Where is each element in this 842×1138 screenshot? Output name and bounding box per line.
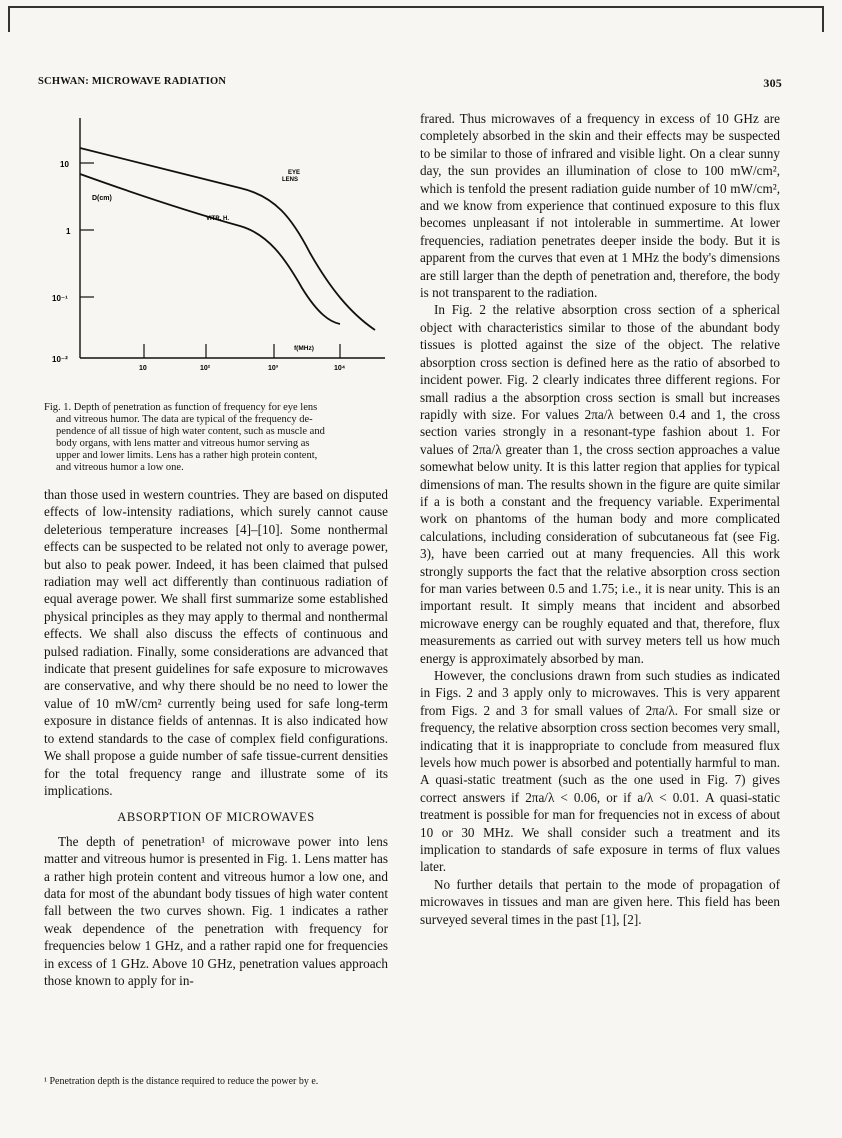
x-tick-label: 10⁴ xyxy=(334,365,346,372)
running-head: SCHWAN: MICROWAVE RADIATION xyxy=(38,76,227,87)
running-header xyxy=(38,76,782,94)
y-tick-label: 10⁻² xyxy=(52,355,68,364)
vitreous-humor-label: VITR. H. xyxy=(206,216,230,222)
y-tick-label: 10⁻¹ xyxy=(52,294,68,303)
caption-line: Fig. 1. Depth of penetration as function of frequency for eye lens xyxy=(44,402,318,413)
caption-line: pendence of all tissue of high water content, such as muscle and xyxy=(56,426,325,437)
body-paragraph: frared. Thus microwaves of a frequency in excess of 10 GHz are completely absorbed in the skin and their effects may be suspected to be similar to those of infrared and visible light. On a clear sunny day, the sun provides an illumination of close to 100 mW/cm², which is tenfold the present radiation guide number of 10 mW/cm², and we know from experience that continued exposure to this flux becomes unpleasant if not intolerable in summertime. At lower frequencies, radiation penetrates deeper inside the body. But it is apparent from the curves that even at 1 MHz the body's dimensions are still larger than the depth of penetration and, therefore, the body is not transparent to the radiation. xyxy=(420,111,780,301)
page-top-border xyxy=(8,6,824,32)
caption-line: body organs, with lens matter and vitreous humor serving as xyxy=(56,438,310,449)
caption-line: and vitreous humor. The data are typical of the frequency de- xyxy=(56,414,313,425)
footnote: ¹ Penetration depth is the distance required to reduce the power by e. xyxy=(44,1076,319,1087)
body-paragraph: No further details that pertain to the mode of propagation of microwaves in tissues and man are given here. This field has been surveyed several times in the past [1], [2]. xyxy=(420,876,780,927)
x-tick-label: 10³ xyxy=(268,365,279,372)
figure-1 xyxy=(40,108,392,376)
caption-line: upper and lower limits. Lens has a rather high protein content, xyxy=(56,450,318,461)
left-column xyxy=(44,486,388,989)
x-axis-label: f(MHz) xyxy=(294,345,314,352)
eye-lens-curve xyxy=(80,148,375,330)
y-tick-label: 1 xyxy=(66,227,71,236)
body-paragraph: than those used in western countries. They are based on disputed effects of low-intensity radiations, which surely cannot cause deleterious temperature increases [4]–[10]. Some nonthermal effects can be suspected to be related not only to average power, but also to peak power. Indeed, it has been claimed that pulsed radiation may well act differently than continuous radiation of equal average power. We shall first summarize some established physical principles as they may apply to thermal and nonthermal effects. We shall also discuss the effects of continuous and pulsed radiation. Finally, some considerations are advanced that indicate that present guidelines for safe exposure to microwaves are conservative, and why there should be no need to lower the value of 10 mW/cm² currently being used for safe long-term exposure in distance fields of antennas. It is also indicated how to extend standards to the case of complex field configurations. We shall propose a guide number of safe tissue-current densities for the total frequency range and illustrate some of its implications. xyxy=(44,487,388,798)
y-axis-label: D(cm) xyxy=(92,195,112,202)
y-tick-label: 10 xyxy=(60,160,69,169)
body-paragraph: In Fig. 2 the relative absorption cross section of a spherical object with characteristics similar to those of the abundant body tissues is plotted against the size of the object. The relative absorption cross section is defined here as the ratio of absorbed to incident power. Fig. 2 clearly indicates three different regions. For small radius a the absorption cross section is small but increases rapidly with size. For values 2πa/λ between 0.4 and 1, the cross section varies strongly in a resonant-type fashion about 1. For values of 2πa/λ greater than 1, the cross section approaches a value somewhat below unity. It is this latter region that applies for typical dimensions of man. The results shown in the figure are quite similar if a is both a constant and the frequency variable. Experimental work on phantoms of the human body and more complicated calculations, including consideration of subcutaneous fat (see Fig. 3), have been carried out at many frequencies. All this work strongly supports the fact that the relative absorption cross section for man varies between 0.5 and 1.75; i.e., it is near unity. This is an important result. It simply means that incident and absorbed microwave energy can be roughly equated and that, therefore, flux measurements as carried out with survey meters tell us how much energy is approximately absorbed by man. xyxy=(420,302,780,666)
vitreous-humor-curve xyxy=(80,174,340,324)
figure-1-caption xyxy=(44,402,388,474)
body-paragraph: The depth of penetration¹ of microwave power into lens matter and vitreous humor is presented in Fig. 1. Lens matter has a rather high protein content and vitreous humor a low one, and data for most of the abundant body tissues of high water content fall between the two curves shown. Fig. 1 indicates a rather weak dependence of the penetration with frequency for frequencies below 1 GHz, and a rather rapid one for frequencies in excess of 1 GHz. Above 10 GHz, penetration values approach those known to apply for in- xyxy=(44,833,388,988)
penetration-depth-plot xyxy=(40,108,392,376)
body-paragraph: However, the conclusions drawn from such studies as indicated in Figs. 2 and 3 apply only to microwaves. This is very apparent from Figs. 2 and 3 for small values of 2πa/λ. For small size or frequency, the relative absorption cross section becomes very small, indicating that it is inappropriate to conclude from measured flux levels how much power is absorbed and potentially harmful to man. A quasi-static treatment (such as the one used in Fig. 7) gives correct answers if 2πa/λ < 0.06, or if a/λ < 0.01. A quasi-static treatment is possible for man for frequencies not in excess of about 10 or 30 MHz. We shall consider such a treatment and its implication to standards of safe exposure in terms of flux values later. xyxy=(420,668,780,875)
x-tick-label: 10 xyxy=(139,365,147,372)
eye-lens-label: EYE LENS xyxy=(282,170,301,183)
page-number: 305 xyxy=(763,76,782,90)
right-column xyxy=(420,110,780,928)
x-tick-label: 10² xyxy=(200,365,211,372)
section-heading: ABSORPTION OF MICROWAVES xyxy=(117,810,315,825)
caption-line: and vitreous humor a low one. xyxy=(56,462,184,473)
